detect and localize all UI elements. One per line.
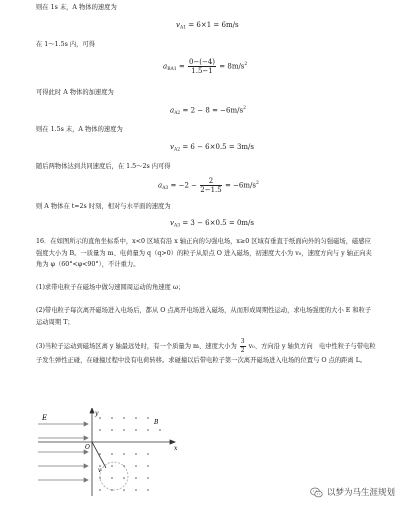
label-y: y [95, 410, 99, 417]
label-B: B [154, 419, 159, 426]
fraction-numerator: 0−(−4) [188, 58, 216, 66]
fraction-denominator: 2−1.5 [200, 186, 222, 194]
problem-statement: 16．在如图所示的直角坐标系中，x<0 区域有沿 x 轴正向的匀强电场，x≥0 区域有垂直于纸面向外的匀强磁场，磁感应强度大小为 B。一质量为 m、电荷量为 q（q>0）的粒子从原点 O 进入磁场，初速度大小为 v₀，速度方向与 y 轴正向夹角为 φ（60°<φ<90°），不计重力。 [36, 238, 372, 268]
label-x: x [174, 445, 178, 452]
coordinate-figure [36, 408, 186, 498]
equation-aA2: $a_{A2} = 2 - 8 = -6m/s^2$ [170, 106, 246, 116]
equation-aBA1: $a_{BA1}$ = $\frac{0-(-4)}{1.5-1}$ = $8m/s^2$ [163, 58, 248, 75]
watermark-text: 以梦为马生涯规划 [326, 488, 395, 498]
problem-part-2: (2)带电粒子每次离开磁场进入电场后，都从 O 点离开电场进入磁场，从而形成周期性运动，求电场强度的大小 E 和粒子运动周期 T； [36, 307, 372, 326]
fraction-numerator: 2 [200, 177, 221, 186]
wechat-icon [310, 487, 323, 498]
problem-part-1: (1)求带电粒子在磁场中做匀速圆周运动的角速度 ω； [36, 284, 185, 291]
label-E: E [42, 414, 48, 422]
fraction-numerator: 3 [240, 338, 245, 345]
fraction-denominator: 2 [240, 347, 245, 354]
text-line: 则 A 物体在 t=2s 时刻，相对与水平面的速度为 [36, 203, 171, 210]
part-3-text-b: v₀、方向沿 y 轴负方向 电中性粒子与带电粒子发生弹性正碰，在碰撞过程中没有电荷转移。求碰撞以后带电粒子第一次离开磁场进入电场的位置与 O 点的距离 L。 [36, 343, 376, 364]
text-line: 在 1～1.5s 内，可得 [36, 41, 96, 48]
equation-vA1: $v_{A1} = 6\times 1 = 6m/s$ [176, 21, 239, 31]
equation-aA3: $a_{A3} = -2$ − $\frac{2}{2-1.5}$ = $-6m/s^2$ [158, 177, 259, 194]
label-v: v [98, 467, 102, 474]
text-line: 可得此时 A 物体的加速度为 [36, 89, 114, 96]
text-line: 随后两物体达到共同速度后，在 1.5～2s 内可得 [36, 163, 171, 170]
equation-vA3: $v_{A3} = 3 - 6\times 0.5 = 0m/s$ [170, 219, 254, 229]
fraction-denominator: 1.5−1 [191, 67, 213, 75]
text-line: 则在 1.5s 末，A 物体的速度为 [36, 126, 123, 133]
equation-vA2: $v_{A2} = 6 - 6\times 0.5 = 3m/s$ [170, 143, 254, 153]
part-3-text-a: (3)当粒子运动到磁场区离 y 轴最远处时，有一个质量为 m、速度大小为 [36, 343, 237, 350]
text-line: 则在 1s 末，A 物体的速度为 [36, 4, 117, 11]
label-O: O [85, 444, 90, 451]
problem-part-3 [36, 338, 376, 367]
watermark [310, 486, 395, 498]
